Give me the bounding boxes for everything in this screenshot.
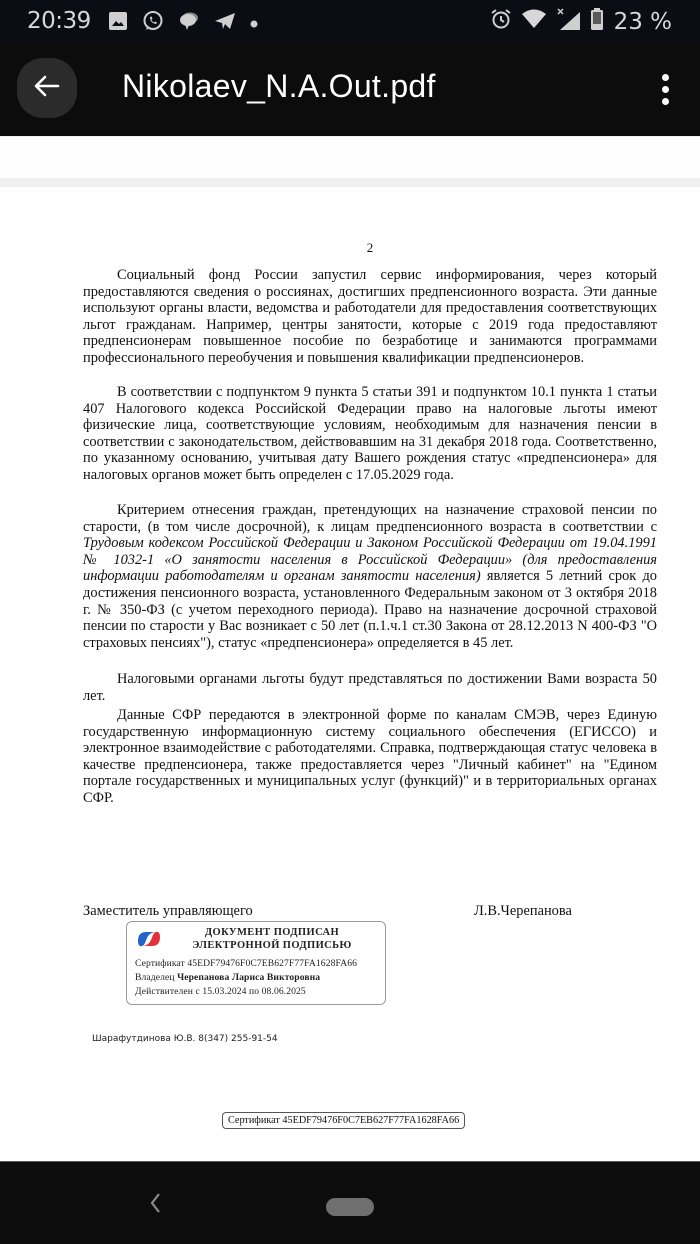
arrow-left-icon [34, 75, 60, 102]
whatsapp-icon [142, 10, 164, 37]
alarm-icon [490, 8, 512, 35]
back-button[interactable] [17, 58, 77, 118]
paragraph-5: Данные СФР передаются в электронной форме по каналам СМЭВ, через Единую государственную информационную систему социального обеспечения (ЕГИССО) и электронное взаимодействие с работодателями. Справка, подтверждающая статус человека в качестве предпенсионера, также предоставляется через "Личный кабинет" на "Едином портале государственных и муниципальных услуг (функций)" и в территориальных органах СФР. [83, 707, 657, 806]
stamp-certificate-label: Сертификат [135, 958, 185, 969]
stamp-heading [157, 927, 387, 952]
page-number: 2 [366, 240, 374, 255]
paragraph-1: Социальный фонд России запустил сервис информирования, через который предоставляются сведения о россиянах, достигших предпенсионного возраста. Эти данные используют органы власти, ведомства и работодатели для предоставления соответствующих льгот гражданам. Например, центры занятости, которые с 2019 года предоставляют предпенсионерам повышенное пособие по безработице и занимаются программами профессионального переобучения и повышения квалификации предпенсионеров. [83, 267, 657, 366]
more-vertical-icon-dot [662, 86, 669, 93]
stamp-owner [135, 972, 320, 983]
paragraph-3-law-reference: Трудовым кодексом Российской Федерации и Законом Российской Федерации от 19.04.1991 № 1032-1 «О занятости населения в Российской Федерации» (для предоставления информации работодателям и органам занятости населения) [83, 535, 657, 585]
chat-bubbles-icon [178, 11, 200, 36]
footer-certificate: Сертификат 45EDF79476F0C7EB627F77FA1628FA66 [222, 1112, 465, 1129]
electronic-signature-stamp [126, 921, 386, 1005]
paragraph-3-text-a: Критерием отнесения граждан, претендующих на назначение страховой пенсии по старости, (в том числе досрочной), к лицам предпенсионного возраста в соответствии с [83, 502, 657, 535]
more-vertical-icon-dot [662, 98, 669, 105]
gallery-icon [108, 11, 128, 36]
previous-page-bottom [0, 137, 700, 178]
document-title: Nikolaev_N.A.Out.pdf [122, 68, 436, 104]
cellular-no-signal-icon [556, 8, 580, 35]
stamp-validity: Действителен с 15.03.2024 по 08.06.2025 [135, 986, 306, 997]
notification-icons [108, 10, 258, 37]
telegram-icon [214, 11, 236, 36]
more-options-button[interactable] [650, 68, 680, 110]
battery-icon [590, 8, 604, 35]
more-notifications-dot-icon [250, 15, 258, 33]
system-navigation-bar [0, 1161, 700, 1244]
stamp-owner-value: Черепанова Лариса Викторовна [177, 972, 321, 983]
paragraph-2: В соответствии с подпунктом 9 пункта 5 статьи 391 и подпунктом 10.1 пункта 1 статьи 407 Налогового кодекса Российской Федерации право на налоговые льготы имеют физические лица, соответствующие условиям, необходимым для назначения пенсии в соответствии с законодательством, действовавшим на 31 декабря 2018 года. Соответственно, по указанному основанию, учитывая дату Вашего рождения статус «предпенсионера» для налоговых органов может быть определен с 17.05.2029 года. [83, 384, 657, 483]
system-status [490, 8, 672, 35]
wifi-icon [522, 9, 546, 34]
stamp-certificate-value: 45EDF79476F0C7EB627F77FA1628FA66 [187, 958, 358, 969]
status-bar [0, 0, 700, 42]
signer-title: Заместитель управляющего [83, 903, 253, 919]
contact-line: Шарафутдинова Ю.В. 8(347) 255-91-54 [92, 1034, 278, 1044]
paragraph-3-text-b: является 5 летний срок до достижения пенсионного возраста, установленного Федеральным законом от 3 октября 2018 г. № 350-ФЗ (с учетом переходного периода). Право на назначение досрочной страховой пенсии по старости у Вас возникает с 50 лет (п.1.ч.1 ст.30 Закона от 28.12.2013 N 400-ФЗ "О страховых пенсиях"), статус «предпенсионера» определяется в 45 лет. [83, 568, 657, 651]
app-bar [0, 42, 700, 136]
stamp-owner-label: Владелец [135, 972, 175, 983]
pdf-viewer[interactable] [0, 136, 700, 1161]
status-time: 20:39 [27, 8, 91, 34]
paragraph-4: Налоговыми органами льготы будут представляться по достижении Вами возраста 50 лет. [83, 671, 657, 704]
pdf-page-2 [0, 187, 700, 1161]
nav-home-pill-icon[interactable] [326, 1198, 374, 1216]
signer-name: Л.В.Черепанова [474, 903, 572, 919]
more-vertical-icon-dot [662, 74, 669, 81]
stamp-heading-line-2: ЭЛЕКТРОННОЙ ПОДПИСЬЮ [192, 939, 352, 951]
stamp-certificate [135, 958, 357, 969]
nav-back-chevron-icon [148, 1191, 162, 1220]
nav-back-button[interactable] [140, 1190, 170, 1220]
paragraph-3 [83, 502, 657, 651]
stamp-heading-line-1: ДОКУМЕНТ ПОДПИСАН [204, 927, 340, 938]
battery-percent: 23 % [613, 8, 672, 35]
